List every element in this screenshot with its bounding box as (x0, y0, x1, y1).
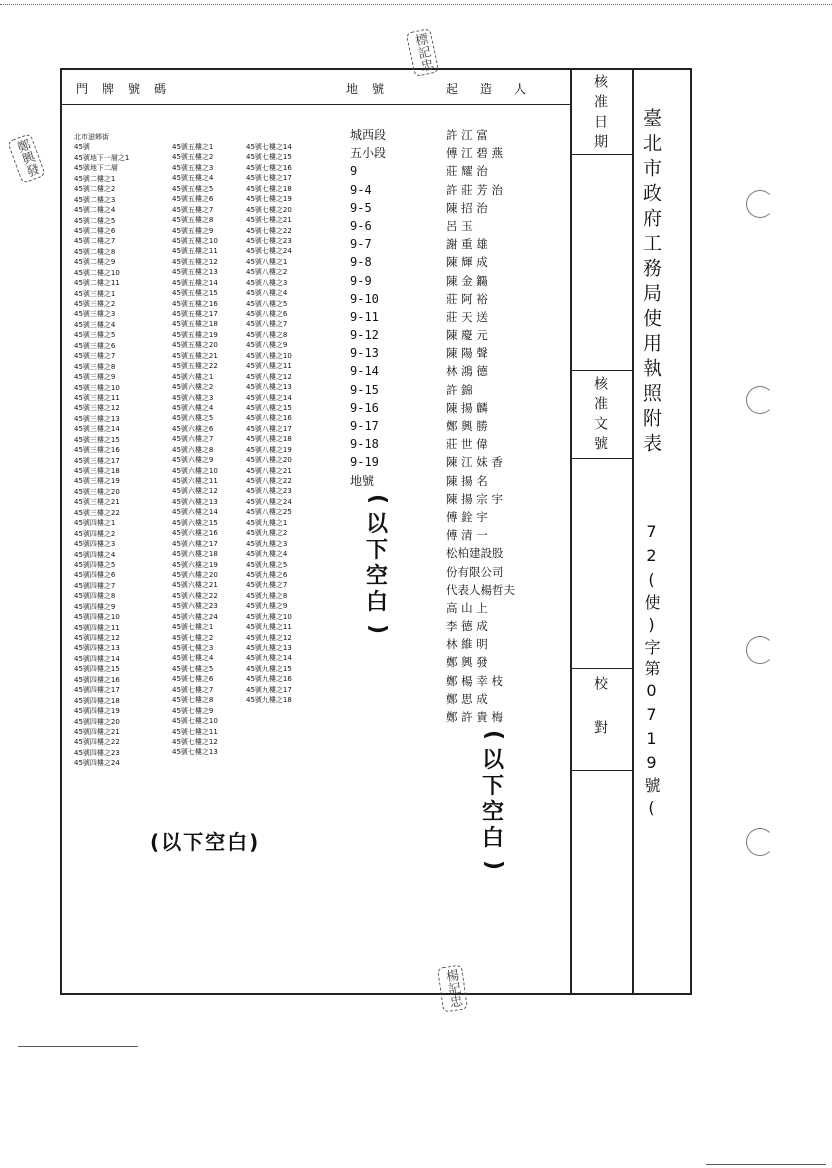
owner-name: 陳 輝 成 (446, 255, 488, 270)
address-item: 45號四樓之14 (74, 654, 120, 663)
address-item: 45號七樓之1 (172, 623, 214, 632)
address-item: 45號四樓之22 (74, 738, 120, 747)
owner-name: 陳 金 鐊 (446, 273, 488, 288)
address-item: 45號七樓之20 (246, 205, 292, 214)
side-rule-1 (570, 154, 632, 155)
owner-name: 鄭 楊 幸 枝 (446, 673, 503, 688)
address-item: 45號九樓之17 (246, 685, 292, 694)
address-item: 45號四樓之17 (74, 686, 120, 695)
address-item: 45號三樓之5 (74, 331, 116, 340)
address-item: 45號七樓之23 (246, 236, 292, 245)
owner-name: 陳 揚 麟 (446, 400, 488, 415)
address-item: 45號二樓之2 (74, 185, 116, 194)
address-item: 北市滋鄉街 (74, 133, 109, 141)
lot-number: 9-12 (350, 328, 379, 343)
address-item: 45號六樓之9 (172, 456, 214, 465)
address-item: 45號六樓之6 (172, 424, 214, 433)
lot-number: 9-17 (350, 419, 379, 433)
address-item: 45號七樓之17 (246, 174, 292, 183)
address-item: 45號三樓之7 (74, 352, 116, 361)
owner-name: 陳 揚 宗 宇 (446, 491, 503, 506)
address-item: 45號八樓之1 (246, 257, 288, 266)
address-item: 45號七樓之16 (246, 163, 292, 172)
address-item: 45號三樓之13 (74, 414, 120, 423)
owner-name: 高 山 上 (446, 600, 488, 615)
address-item: 45號六樓之24 (172, 612, 218, 621)
address-item: 45號七樓之8 (172, 696, 214, 705)
address-item: 45號八樓之14 (246, 393, 292, 402)
address-item: 45號六樓之15 (172, 518, 218, 527)
address-item: 45號五樓之13 (172, 268, 218, 277)
address-item: 45號五樓之18 (172, 320, 218, 329)
address-item: 45號四樓之24 (74, 759, 120, 768)
address-item: 45號四樓之13 (74, 644, 120, 653)
blank-note-owners: ( 以 下 空 白 ) (481, 729, 506, 871)
address-item: 45號五樓之14 (172, 278, 218, 287)
builder-header: 起造人 (446, 82, 549, 96)
address-item: 45號三樓之8 (74, 362, 116, 371)
address-item: 45號七樓之6 (172, 675, 214, 684)
address-item: 45號三樓之9 (74, 373, 116, 382)
address-item: 45號五樓之10 (172, 236, 218, 245)
owner-name: 傅 江 碧 燕 (446, 146, 503, 161)
address-item: 45號七樓之12 (172, 737, 218, 746)
address-item: 45號七樓之15 (246, 153, 292, 162)
address-item: 45號九樓之12 (246, 633, 292, 642)
owner-name: 許 錦 (446, 382, 473, 397)
address-item: 45號四樓之21 (74, 727, 120, 736)
address-item: 45號六樓之10 (172, 466, 218, 475)
address-item: 45號二樓之5 (74, 216, 116, 225)
owner-name: 林 鴻 德 (446, 364, 488, 379)
side-rule-5 (570, 770, 632, 771)
address-item: 45號八樓之8 (246, 330, 288, 339)
blank-note-lots: ( 以 下 空 白 ) (365, 493, 390, 635)
lot-number: 城西段 (350, 128, 387, 142)
address-item: 45號五樓之8 (172, 216, 214, 225)
address-item: 45號三樓之17 (74, 456, 120, 465)
scan-mark-corner (706, 1164, 826, 1165)
lot-number: 9-18 (350, 437, 379, 452)
address-item: 45號九樓之1 (246, 518, 288, 527)
address-item: 45號八樓之24 (246, 497, 292, 506)
address-item: 45號三樓之22 (74, 508, 120, 517)
binder-hole-1 (746, 190, 774, 218)
address-item: 45號四樓之20 (74, 717, 120, 726)
lot-number: 9-11 (350, 309, 379, 324)
header-rule (60, 104, 572, 105)
address-item: 45號七樓之5 (172, 664, 214, 673)
address-item: 45號八樓之12 (246, 372, 292, 381)
address-item: 45號三樓之12 (74, 404, 120, 413)
address-item: 45號八樓之16 (246, 414, 292, 423)
address-item: 45號九樓之5 (246, 560, 288, 569)
address-item: 45號三樓之16 (74, 446, 120, 455)
owner-list (446, 126, 515, 726)
address-item: 45號六樓之1 (172, 372, 214, 381)
address-item: 45號七樓之18 (246, 184, 292, 193)
owner-name: 松柏建設股 (446, 546, 504, 561)
title-column-divider (632, 68, 634, 995)
lot-number: 9-4 (350, 182, 372, 197)
address-item: 45號三樓之19 (74, 477, 120, 486)
lot-number: 9-7 (350, 237, 372, 252)
address-item: 45號三樓之3 (74, 310, 116, 319)
address-item: 45號七樓之4 (172, 654, 214, 663)
address-item: 45號九樓之4 (246, 550, 288, 559)
binder-hole-2 (746, 386, 774, 414)
owner-name: 代表人楊哲夫 (446, 582, 515, 597)
address-item: 45號地下一層之1 (74, 153, 130, 162)
address-item: 45號四樓之5 (74, 560, 116, 569)
address-item: 45號九樓之15 (246, 664, 292, 673)
address-item: 45號七樓之3 (172, 644, 214, 652)
address-item: 45號八樓之13 (246, 383, 292, 392)
address-item: 45號七樓之13 (172, 748, 218, 757)
address-item: 45號六樓之14 (172, 508, 218, 517)
owner-name: 陳 揚 名 (446, 473, 488, 488)
lot-number: 地號 (350, 473, 375, 488)
address-item: 45號二樓之10 (74, 268, 120, 277)
lot-number-list (350, 126, 386, 490)
address-item: 45號五樓之16 (172, 299, 218, 308)
address-item: 45號七樓之24 (246, 247, 292, 256)
address-item: 45號四樓之6 (74, 571, 116, 580)
address-item: 45號六樓之2 (172, 383, 214, 392)
binder-hole-4 (746, 828, 774, 856)
address-item: 45號四樓之15 (74, 665, 120, 674)
address-column-2 (172, 142, 218, 758)
address-item: 45號五樓之7 (172, 205, 214, 214)
address-item: 45號四樓之10 (74, 613, 120, 622)
blank-note-addresses: (以下空白) (150, 830, 261, 854)
lot-number: 9-16 (350, 400, 379, 415)
address-item: 45號四樓之11 (74, 623, 120, 632)
approval-date-label: 核准日期 (592, 74, 608, 154)
address-item: 45號 (74, 143, 90, 152)
owner-name: 許 莊 芳 治 (446, 182, 503, 197)
address-item: 45號六樓之11 (172, 477, 218, 485)
address-item: 45號三樓之14 (74, 425, 120, 434)
address-item: 45號五樓之15 (172, 289, 218, 298)
address-item: 45號八樓之18 (246, 435, 292, 444)
address-item: 45號三樓之2 (74, 300, 116, 308)
address-item: 45號四樓之23 (74, 748, 120, 757)
address-item: 45號九樓之18 (246, 696, 292, 705)
address-item: 45號八樓之11 (246, 362, 292, 371)
lot-number: 9-15 (350, 382, 379, 397)
owner-name: 呂 玉 (446, 218, 473, 233)
address-item: 45號三樓之18 (74, 467, 120, 475)
binder-hole-3 (746, 636, 774, 664)
address-item: 45號五樓之11 (172, 247, 218, 256)
address-item: 45號六樓之17 (172, 539, 218, 548)
address-item: 45號五樓之22 (172, 362, 218, 371)
lot-number: 9-13 (350, 346, 379, 361)
address-item: 45號六樓之21 (172, 581, 218, 590)
address-item: 45號二樓之11 (74, 279, 120, 288)
address-item: 45號八樓之22 (246, 477, 292, 485)
address-item: 45號九樓之10 (246, 612, 292, 621)
owner-name: 陳 慶 元 (446, 328, 488, 343)
address-item: 45號六樓之7 (172, 435, 214, 444)
address-item: 45號八樓之17 (246, 424, 292, 433)
address-item: 45號六樓之23 (172, 602, 218, 611)
address-item: 45號三樓之20 (74, 487, 120, 496)
address-item: 45號四樓之3 (74, 540, 116, 549)
address-item: 45號九樓之8 (246, 591, 288, 600)
address-item: 45號八樓之20 (246, 456, 292, 465)
owner-name: 鄭 興 發 (446, 655, 488, 670)
lot-number: 五小段 (350, 146, 387, 161)
owner-name: 莊 世 偉 (446, 437, 488, 452)
address-item: 45號地下二層 (74, 164, 118, 173)
seal-stamp-left: 鄭興發 (7, 133, 46, 184)
address-item: 45號九樓之14 (246, 654, 292, 663)
lot-number: 9-5 (350, 200, 372, 215)
address-item: 45號四樓之7 (74, 581, 116, 590)
address-item: 45號八樓之7 (246, 320, 288, 329)
seal-stamp-top: 標記忠 (406, 28, 440, 77)
address-item: 45號三樓之1 (74, 289, 116, 298)
address-item: 45號三樓之21 (74, 498, 120, 507)
owner-name: 李 德 成 (446, 619, 488, 634)
address-item: 45號四樓之2 (74, 529, 116, 538)
owner-name: 謝 重 雄 (446, 237, 488, 252)
owner-name: 陳 江 妹 香 (446, 455, 503, 470)
address-item: 45號六樓之8 (172, 445, 214, 454)
approval-doc-label: 核准文號 (592, 376, 608, 456)
address-item: 45號七樓之7 (172, 685, 214, 694)
address-item: 45號四樓之19 (74, 707, 120, 716)
lot-header: 地號 (346, 82, 399, 96)
address-item: 45號五樓之21 (172, 351, 218, 360)
address-item: 45號四樓之1 (74, 519, 116, 528)
address-item: 45號六樓之13 (172, 497, 218, 506)
lot-number: 9 (350, 164, 358, 179)
address-item: 45號八樓之5 (246, 299, 288, 308)
owner-name: 傅 銓 宇 (446, 509, 488, 524)
address-item: 45號八樓之2 (246, 268, 288, 277)
address-item: 45號四樓之16 (74, 675, 120, 684)
address-item: 45號七樓之14 (246, 143, 292, 151)
side-rule-4 (570, 668, 632, 669)
address-item: 45號二樓之8 (74, 247, 116, 256)
side-rule-3 (570, 458, 632, 459)
address-item: 45號五樓之9 (172, 226, 214, 235)
address-item: 45號六樓之19 (172, 560, 218, 569)
address-item: 45號九樓之11 (246, 623, 292, 632)
address-item: 45號七樓之2 (172, 633, 214, 642)
address-item: 45號五樓之2 (172, 153, 214, 162)
owner-name: 許 江 富 (446, 128, 488, 142)
address-item: 45號六樓之12 (172, 487, 218, 496)
address-item: 45號五樓之19 (172, 330, 218, 339)
lot-number: 9-14 (350, 364, 379, 379)
address-item: 45號七樓之11 (172, 727, 218, 736)
address-item: 45號八樓之21 (246, 466, 292, 475)
address-item: 45號五樓之12 (172, 257, 218, 266)
address-item: 45號三樓之11 (74, 393, 120, 402)
address-item: 45號四樓之8 (74, 592, 116, 601)
owner-name: 鄭 思 成 (446, 691, 488, 706)
address-item: 45號五樓之5 (172, 184, 214, 193)
address-item: 45號二樓之7 (74, 237, 116, 246)
address-item: 45號二樓之9 (74, 258, 116, 267)
address-item: 45號九樓之13 (246, 644, 292, 652)
address-item: 45號九樓之9 (246, 602, 288, 611)
lot-number: 9-19 (350, 455, 379, 470)
lot-number: 9-8 (350, 255, 372, 270)
side-column-divider (570, 68, 572, 995)
owner-name: 陳 陽 聲 (446, 346, 488, 361)
owner-name: 莊 天 送 (446, 309, 488, 324)
address-item: 45號八樓之9 (246, 341, 288, 350)
address-item: 45號三樓之15 (74, 435, 120, 444)
address-item: 45號四樓之4 (74, 550, 116, 559)
address-item: 45號七樓之21 (246, 216, 292, 225)
address-item: 45號八樓之6 (246, 310, 288, 318)
lot-number: 9-9 (350, 273, 372, 288)
address-item: 45號九樓之3 (246, 539, 288, 548)
owner-name: 傅 清 一 (446, 528, 488, 543)
address-item: 45號八樓之3 (246, 278, 288, 287)
owner-name: 鄭 許 貴 梅 (446, 710, 503, 724)
scan-mark-top (0, 4, 832, 5)
address-item: 45號九樓之2 (246, 529, 288, 538)
address-item: 45號二樓之3 (74, 195, 116, 204)
permit-number: 72(使)字第0719號( (642, 522, 661, 822)
address-item: 45號二樓之4 (74, 206, 116, 215)
address-item: 45號八樓之4 (246, 289, 288, 298)
address-item: 45號五樓之1 (172, 143, 214, 151)
address-item: 45號八樓之19 (246, 445, 292, 454)
address-item: 45號六樓之22 (172, 591, 218, 600)
owner-name: 莊 阿 裕 (446, 291, 488, 306)
address-item: 45號七樓之9 (172, 706, 214, 715)
address-item: 45號七樓之10 (172, 717, 218, 726)
address-item: 45號六樓之3 (172, 393, 214, 402)
address-item: 45號六樓之20 (172, 570, 218, 579)
address-item: 45號九樓之16 (246, 675, 292, 684)
address-item: 45號四樓之9 (74, 602, 116, 611)
address-column-1 (74, 132, 129, 769)
address-item: 45號六樓之4 (172, 403, 214, 412)
owner-name: 陳 招 治 (446, 200, 488, 215)
side-rule-2 (570, 370, 632, 371)
address-item: 45號六樓之16 (172, 529, 218, 538)
address-item: 45號八樓之25 (246, 508, 292, 517)
address-item: 45號五樓之17 (172, 310, 218, 318)
form-title: 臺北市政府工務局使用執照附表 (640, 108, 662, 458)
address-item: 45號九樓之6 (246, 570, 288, 579)
address-item: 45號五樓之20 (172, 341, 218, 350)
proofread-label: 校對 (592, 676, 608, 764)
owner-name: 林 維 明 (446, 637, 488, 652)
address-item: 45號五樓之3 (172, 163, 214, 172)
owner-name: 份有限公司 (446, 564, 504, 579)
seal-stamp-bottom: 楊記忠 (437, 964, 468, 1012)
address-item: 45號四樓之18 (74, 696, 120, 705)
address-header: 門牌號碼 (76, 82, 181, 96)
address-item: 45號四樓之12 (74, 634, 120, 642)
address-item: 45號八樓之15 (246, 403, 292, 412)
address-item: 45號五樓之6 (172, 195, 214, 204)
scan-mark-bottom (18, 1046, 138, 1047)
address-item: 45號六樓之18 (172, 550, 218, 559)
address-item: 45號三樓之6 (74, 341, 116, 350)
address-item: 45號三樓之4 (74, 320, 116, 329)
address-item: 45號八樓之10 (246, 351, 292, 360)
address-item: 45號二樓之1 (74, 174, 116, 183)
address-item: 45號九樓之7 (246, 581, 288, 590)
address-item: 45號八樓之23 (246, 487, 292, 496)
owner-name: 莊 耀 治 (446, 164, 488, 179)
address-item: 45號三樓之10 (74, 383, 120, 392)
owner-name: 鄭 興 勝 (446, 419, 488, 433)
address-column-3 (246, 142, 292, 706)
address-item: 45號七樓之22 (246, 226, 292, 235)
address-item: 45號五樓之4 (172, 174, 214, 183)
address-item: 45號六樓之5 (172, 414, 214, 423)
lot-number: 9-10 (350, 291, 379, 306)
lot-number: 9-6 (350, 218, 372, 233)
address-item: 45號七樓之19 (246, 195, 292, 204)
address-item: 45號二樓之6 (74, 226, 116, 235)
